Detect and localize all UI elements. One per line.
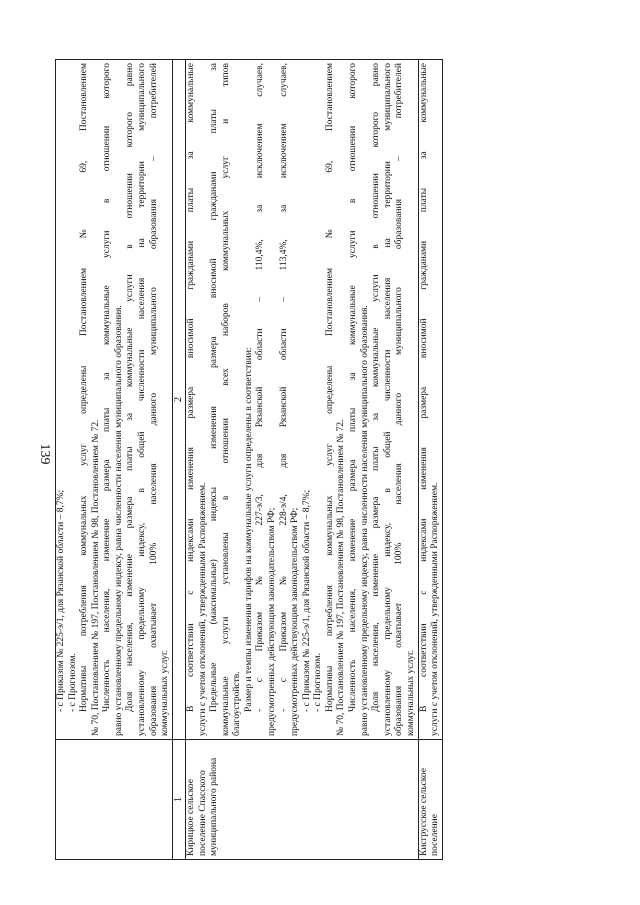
document-footer [0,540,10,840]
text-line: предусмотренных действующим законодательством РФ; [290,507,301,736]
text-line: установленному предельному индексу, в общей численности населения на территории муниципального [137,63,148,736]
continuation-name-cell [56,740,173,860]
text-line: Размер и темпы изменения тарифов на коммунальные услуги определены в соответствии: [243,347,254,712]
continuation-row [56,60,173,860]
column-number: 1 [172,740,185,860]
text-line: - с Прогнозом. [313,653,324,712]
text-line: предусмотренных действующим законодательством РФ; [267,507,278,736]
text-line: коммунальных услуг. [405,649,416,736]
settlement-name-cell: Кирицкое сельское поселение Спасского муниципального района [185,740,418,860]
text-line: - с Приказом № 227-э/3, для Рязанской области – 110,4%, за исключением случаев, [255,63,266,712]
text-line: установленному предельному индексу, в общей численности населения на территории муниципального [382,63,393,736]
text-line: - с Приказом № 225-э/1, для Рязанской области – 8,7%; [56,489,66,712]
settlement-text-cell [185,60,418,740]
rotated-table-container [55,60,585,860]
document-number [0,724,1,766]
text-line: № 70, Постановлением № 197, Постановлением № 98, Постановлением № 72. [336,419,347,736]
tariff-table [55,59,443,860]
text-line: услуги с учетом отклонений, утвержденными Распоряжением. [430,482,441,736]
text-line: услуги с учетом отклонений, утвержденными Распоряжением. [197,482,208,736]
text-line: равно установленному предельному индексу, равна численности населения муниципального образования. [113,305,124,736]
text-line: благоустройств. [232,671,243,736]
table-row [185,60,418,860]
text-line: - с Приказом № 225-э/1, для Рязанской области – 8,7%; [301,489,312,712]
continuation-text-cell [56,60,173,740]
text-line: В соответствии с индексами изменения размера вносимой гражданами платы за коммунальные [418,63,429,712]
text-line: - с Приказом № 228-э/4, для Рязанской области – 113,4%, за исключением случаев, [278,63,289,712]
text-line: № 70, Постановлением № 197, Постановлением № 98, Постановлением № 72. [90,419,101,736]
column-number: 2 [172,60,185,740]
text-line: Доля населения, изменение размера платы за коммунальные услуги в отношении которого равно [371,63,382,712]
text-line: коммунальных услуг. [160,649,171,736]
text-line: В соответствии с индексами изменения размера вносимой гражданами платы за коммунальные [185,63,196,712]
table-row [418,60,442,860]
text-line: образования охватывает 100% населения данного муниципального образования – потребителей [394,63,405,736]
page-number: 139 [37,443,52,465]
settlement-text-cell [418,60,442,740]
document-timestamp [0,639,1,722]
settlement-name-cell: Кисгрусское сельское поселение [418,740,442,860]
table-frame [55,60,585,860]
text-line: равно установленному предельному индексу, равна численности населения муниципального образования. [359,305,370,736]
text-line: Доля населения, изменение размера платы за коммунальные услуги в отношении которого равно [125,63,136,712]
text-line: Численность населения, изменение размера платы за коммунальные услуги в отношении которого [348,63,359,712]
text-line: - с Прогнозом. [67,653,78,712]
text-line: Численность населения, изменение размера платы за коммунальные услуги в отношении которого [102,63,113,712]
text-line: Нормативы потребления коммунальных услуг определены Постановлением № 69, Постановлением [79,63,90,712]
text-line: Нормативы потребления коммунальных услуг определены Постановлением № 69, Постановлением [324,63,335,712]
text-line: Предельные (максимальные) индексы изменения размера вносимой гражданами платы за [209,63,220,712]
text-line: образования охватывает 100% населения данного муниципального образования – потребителей [148,63,159,736]
column-number-row [172,60,185,860]
text-line: коммунальные услуги установлены в отношении всех наборов коммунальных услуг и типов [220,63,231,736]
